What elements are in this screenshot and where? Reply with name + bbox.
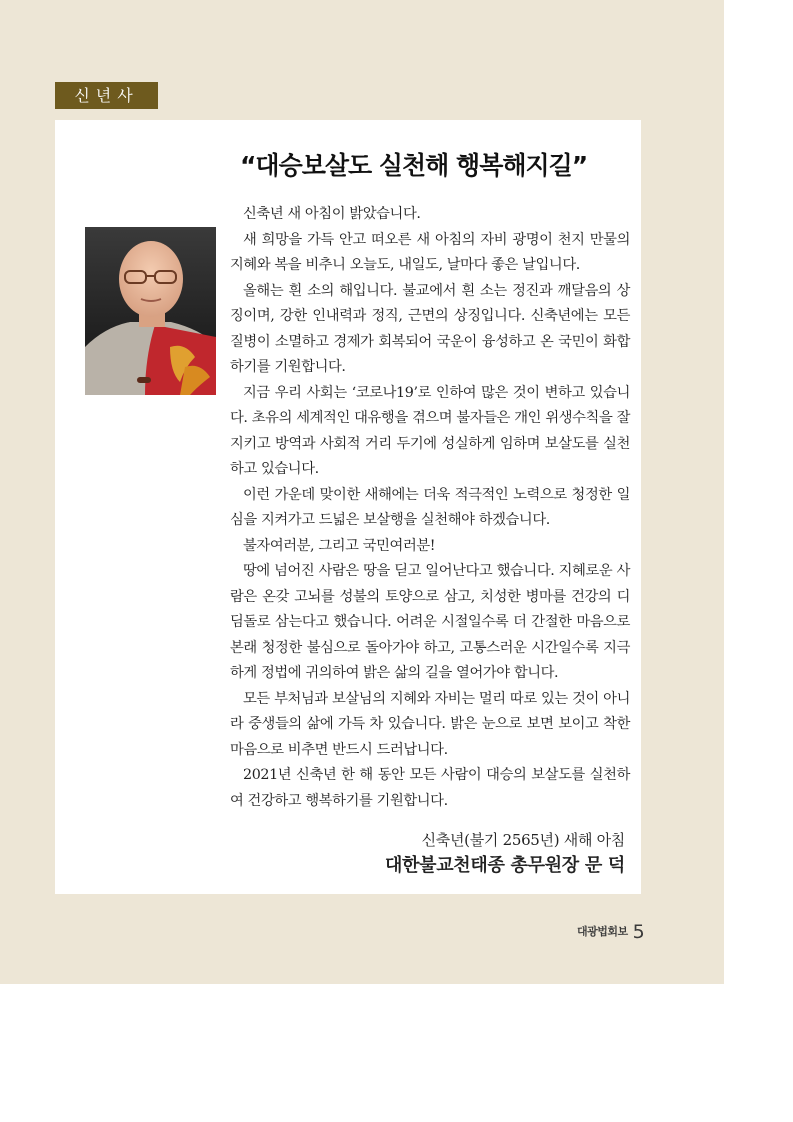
portrait-image	[85, 227, 216, 395]
article-body	[230, 202, 630, 814]
paragraph: 신축년 새 아침이 밝았습니다.	[243, 206, 421, 222]
paragraph: 2021년 신축년 한 해 동안 모든 사람이 대승의 보살도를 실천하여 건강하고 행복하기를 기원합니다.	[230, 767, 630, 809]
paragraph: 불자여러분, 그리고 국민여러분!	[243, 537, 436, 554]
article-card	[55, 120, 641, 894]
section-tag: 신년사	[55, 82, 158, 109]
paragraph: 올해는 흰 소의 해입니다. 불교에서 흰 소는 정진과 깨달음의 상징이며, 강한 인내력과 정직, 근면의 상징입니다. 신축년에는 모든 질병이 소멸하고 경제가 회복되어 국운이 융성하고 온 국민이 화합하기를 기원합니다.	[230, 282, 630, 375]
paragraph: 이런 가운데 맞이한 새해에는 더욱 적극적인 노력으로 청정한 일심을 지켜가고 드넓은 보살행을 실천해야 하겠습니다.	[230, 486, 630, 528]
paragraph: 모든 부처님과 보살님의 지혜와 자비는 멀리 따로 있는 것이 아니라 중생들의 삶에 가득 차 있습니다. 밝은 눈으로 보면 보이고 착한 마음으로 비추면 반드시 드러납니다.	[230, 690, 630, 758]
article-title: “대승보살도 실천해 행복해지길”	[240, 151, 588, 180]
author-name: 대한불교천태종 총무원장 문 덕	[384, 855, 625, 876]
paragraph: 땅에 넘어진 사람은 땅을 딛고 일어난다고 했습니다. 지혜로운 사람은 온갖 고뇌를 성불의 토양으로 삼고, 치성한 병마를 건강의 디딤돌로 삼는다고 했습니다. 어려운 시절일수록 더 간절한 마음으로 본래 청정한 불심으로 돌아가야 하고, 고통스러운 시간일수록 지극하게 정법에 귀의하여 밝은 삶의 길을 열어가야 합니다.	[230, 563, 630, 681]
closing-date: 신축년(불기 2565년) 새해 아침	[421, 831, 625, 849]
portrait-photo	[85, 227, 216, 395]
publication-name: 대광법회보	[577, 925, 628, 938]
paragraph: 지금 우리 사회는 ‘코로나19’로 인하여 많은 것이 변하고 있습니다. 초유의 세계적인 대유행을 겪으며 불자들은 개인 위생수칙을 잘 지키고 방역과 사회적 거리 두기에 성실하게 임하며 보살도를 실천하고 있습니다.	[230, 384, 630, 477]
page-footer	[577, 918, 645, 942]
page-number: 5	[632, 921, 645, 943]
paragraph: 새 희망을 가득 안고 떠오른 새 아침의 자비 광명이 천지 만물의 지혜와 복을 비추니 오늘도, 내일도, 날마다 좋은 날입니다.	[230, 231, 630, 273]
closing-signature	[385, 828, 625, 880]
